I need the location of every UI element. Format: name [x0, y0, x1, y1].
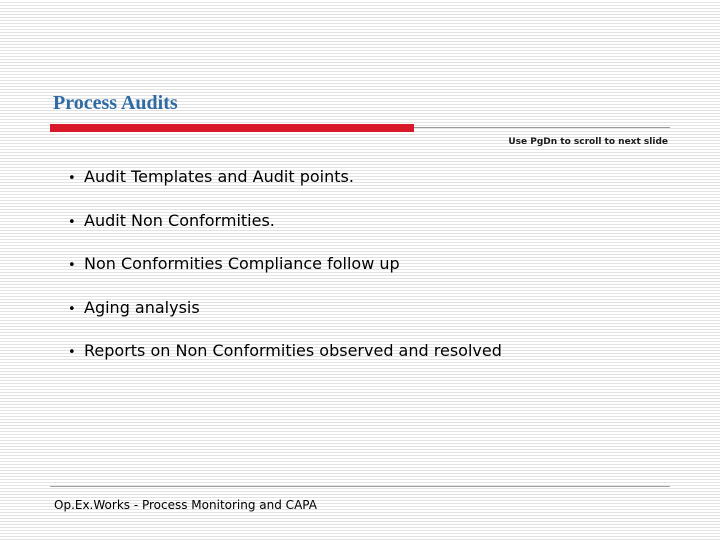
scroll-hint: Use PgDn to scroll to next slide: [508, 137, 668, 147]
footer-divider-rule: [50, 486, 670, 487]
bullet-item: [68, 210, 502, 254]
bullet-text: Audit Templates and Audit points.: [84, 167, 354, 186]
bullet-icon: •: [68, 301, 76, 317]
bullet-icon: •: [68, 258, 76, 273]
bullet-text: Audit Non Conformities.: [84, 210, 275, 230]
bullet-text: Non Conformities Compliance follow up: [84, 254, 400, 273]
slide-title: Process Audits: [53, 92, 178, 114]
bullet-icon: •: [68, 345, 76, 360]
bullet-item: [68, 166, 502, 210]
bullet-text: Reports on Non Conformities observed and resolved: [84, 341, 502, 360]
bullet-item: [68, 297, 502, 341]
bullet-item: [68, 253, 502, 297]
slide-footer: Op.Ex.Works - Process Monitoring and CAPA: [54, 498, 317, 512]
bullet-icon: •: [68, 171, 76, 186]
bullet-item: [68, 340, 502, 384]
bullet-list: [68, 166, 502, 384]
bullet-icon: •: [68, 214, 76, 230]
title-accent-rule: [50, 124, 414, 132]
title-divider-rule: [414, 127, 670, 128]
bullet-text: Aging analysis: [84, 297, 200, 317]
